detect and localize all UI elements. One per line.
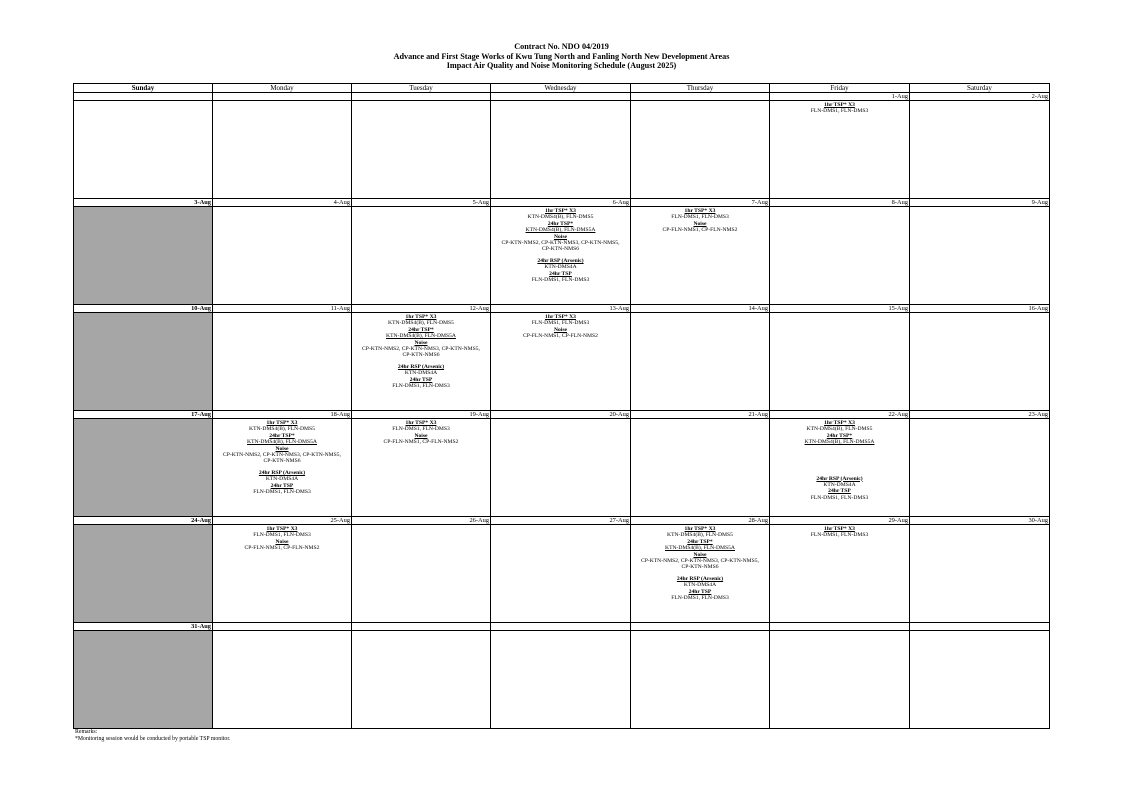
activity-heading: 1hr TSP* X3 bbox=[266, 420, 298, 426]
station-list: CP-KTN-NMS2, CP-KTN-NMS3, CP-KTN-NMS5, bbox=[223, 452, 341, 459]
date-label: 23-Aug bbox=[910, 411, 1050, 419]
day-cell-aug-12 bbox=[352, 313, 491, 411]
activity-heading: 24hr RSP (Arsenic) bbox=[537, 257, 584, 264]
schedule-row bbox=[74, 313, 1050, 411]
date-row bbox=[74, 411, 1050, 419]
date-label bbox=[352, 623, 491, 631]
date-label: 16-Aug bbox=[910, 305, 1050, 313]
date-label: 25-Aug bbox=[213, 517, 352, 525]
day-cell bbox=[631, 419, 770, 517]
activity-heading: Noise bbox=[414, 339, 428, 346]
station-list: FLN-DMS1, FLN-DMS3 bbox=[392, 426, 450, 433]
day-cell bbox=[910, 631, 1050, 729]
date-label bbox=[910, 623, 1050, 631]
station-list: CP-KTN-NMS2, CP-KTN-NMS3, CP-KTN-NMS5, bbox=[641, 558, 759, 565]
station-list: CP-KTN-NMS2, CP-KTN-NMS3, CP-KTN-NMS5, bbox=[501, 240, 620, 247]
station-list: CP-KTN-NMS6 bbox=[681, 564, 719, 571]
day-cell-aug-13 bbox=[491, 313, 631, 411]
date-label: 31-Aug bbox=[74, 623, 213, 631]
day-header-friday: Friday bbox=[770, 84, 910, 93]
activity-heading: 24hr RSP (Arsenic) bbox=[397, 363, 445, 370]
schedule-title: Impact Air Quality and Noise Monitoring Schedule (August 2025) bbox=[446, 61, 677, 71]
station-list: FLN-DMS1, FLN-DMS3 bbox=[531, 320, 590, 327]
monitoring-calendar bbox=[73, 83, 1050, 729]
activity-heading: 1hr TSP* X3 bbox=[824, 526, 855, 532]
date-label: 10-Aug bbox=[74, 305, 213, 313]
day-cell bbox=[631, 313, 770, 411]
activity-heading: Noise bbox=[414, 432, 428, 439]
station-list: FLN-DMS1, FLN-DMS3 bbox=[671, 595, 729, 602]
date-label: 5-Aug bbox=[352, 199, 491, 207]
date-row bbox=[74, 93, 1050, 101]
date-label: 2-Aug bbox=[910, 93, 1050, 101]
day-cell bbox=[910, 207, 1050, 305]
day-cell bbox=[213, 313, 352, 411]
date-label: 30-Aug bbox=[910, 517, 1050, 525]
day-cell bbox=[770, 207, 910, 305]
date-label: 13-Aug bbox=[491, 305, 631, 313]
day-cell-aug-28 bbox=[631, 525, 770, 623]
date-label: 27-Aug bbox=[491, 517, 631, 525]
activity-heading: 24hr TSP bbox=[549, 270, 572, 277]
day-cell bbox=[910, 525, 1050, 623]
station-list: KTN-DMS4A bbox=[265, 476, 299, 483]
activity-heading: 1hr TSP* X3 bbox=[684, 526, 716, 532]
date-label: 9-Aug bbox=[910, 199, 1050, 207]
activity-heading: 1hr TSP* X3 bbox=[684, 208, 716, 214]
day-cell bbox=[631, 631, 770, 729]
day-header-thursday: Thursday bbox=[631, 84, 770, 93]
schedule-row bbox=[74, 101, 1050, 199]
day-cell bbox=[770, 631, 910, 729]
day-cell bbox=[352, 631, 491, 729]
day-header-wednesday: Wednesday bbox=[491, 84, 631, 93]
station-list: CP-FLN-NMS1, CP-FLN-NMS2 bbox=[523, 333, 598, 340]
day-cell bbox=[770, 313, 910, 411]
day-cell bbox=[352, 207, 491, 305]
activity-heading: 24hr TSP bbox=[688, 588, 712, 595]
station-list: KTN-DMS4(B), FLN-DMS5 bbox=[249, 426, 315, 433]
station-list: FLN-DMS1, FLN-DMS3 bbox=[810, 532, 869, 539]
station-list: FLN-DMS1, FLN-DMS3 bbox=[810, 108, 869, 115]
day-cell bbox=[352, 525, 491, 623]
date-label bbox=[491, 93, 631, 101]
activity-heading: 24hr TSP* bbox=[687, 538, 713, 545]
date-label: 28-Aug bbox=[631, 517, 770, 525]
date-row bbox=[74, 305, 1050, 313]
date-label: 24-Aug bbox=[74, 517, 213, 525]
station-list: CP-FLN-NMS1, CP-FLN-NMS2 bbox=[244, 545, 320, 552]
date-label: 4-Aug bbox=[213, 199, 352, 207]
activity-heading: 24hr TSP* bbox=[408, 326, 434, 333]
activity-heading: 24hr RSP (Arsenic) bbox=[676, 575, 724, 582]
day-cell bbox=[213, 207, 352, 305]
activity-heading: 24hr TSP* bbox=[269, 432, 295, 439]
day-header-saturday: Saturday bbox=[910, 84, 1050, 93]
remarks-note: *Monitoring session would be conducted by portable TSP monitor. bbox=[75, 736, 231, 742]
day-cell bbox=[352, 101, 491, 199]
date-label: 3-Aug bbox=[74, 199, 213, 207]
station-list: KTN-DMS4(B), FLN-DMS5A bbox=[804, 439, 875, 446]
date-label: 6-Aug bbox=[491, 199, 631, 207]
date-label bbox=[770, 623, 910, 631]
date-label bbox=[631, 623, 770, 631]
station-list: CP-FLN-NMS1, CP-FLN-NMS2 bbox=[662, 227, 738, 234]
date-label bbox=[352, 93, 491, 101]
sunday-cell bbox=[74, 313, 213, 411]
day-cell bbox=[910, 101, 1050, 199]
sunday-cell bbox=[74, 631, 213, 729]
activity-heading: Noise bbox=[553, 233, 568, 240]
date-label: 12-Aug bbox=[352, 305, 491, 313]
station-list: FLN-DMS1, FLN-DMS3 bbox=[671, 214, 729, 221]
activity-heading: 24hr TSP bbox=[270, 482, 294, 489]
station-list: KTN-DMS4(B), FLN-DMS5 bbox=[388, 320, 454, 327]
sunday-cell bbox=[74, 207, 213, 305]
day-cell bbox=[910, 419, 1050, 517]
activity-heading: 24hr TSP* bbox=[547, 220, 574, 227]
station-list: KTN-DMS4A bbox=[404, 370, 438, 377]
activity-heading: Noise bbox=[275, 538, 289, 545]
day-cell bbox=[491, 525, 631, 623]
date-label: 21-Aug bbox=[631, 411, 770, 419]
day-header-monday: Monday bbox=[213, 84, 352, 93]
station-list: FLN-DMS1, FLN-DMS3 bbox=[531, 277, 590, 284]
activity-heading: 24hr TSP bbox=[409, 376, 433, 383]
activity-heading: 24hr RSP (Arsenic) bbox=[258, 469, 306, 476]
activity-heading: 24hr TSP bbox=[828, 488, 851, 495]
remarks bbox=[75, 729, 230, 743]
sunday-cell bbox=[74, 525, 213, 623]
date-label: 7-Aug bbox=[631, 199, 770, 207]
date-row bbox=[74, 623, 1050, 631]
day-cell bbox=[213, 101, 352, 199]
activity-heading: Noise bbox=[693, 220, 707, 227]
station-list: KTN-DMS4(B), FLN-DMS5A bbox=[386, 333, 456, 340]
activity-heading: Noise bbox=[553, 326, 568, 333]
date-label: 14-Aug bbox=[631, 305, 770, 313]
day-cell-aug-18 bbox=[213, 419, 352, 517]
date-label: 15-Aug bbox=[770, 305, 910, 313]
station-list: FLN-DMS1, FLN-DMS3 bbox=[253, 489, 311, 496]
day-cell bbox=[631, 101, 770, 199]
date-label: 8-Aug bbox=[770, 199, 910, 207]
date-label: 26-Aug bbox=[352, 517, 491, 525]
day-cell-aug-19 bbox=[352, 419, 491, 517]
date-label bbox=[74, 93, 213, 101]
activity-heading: 1hr TSP* X3 bbox=[545, 208, 576, 214]
date-label: 19-Aug bbox=[352, 411, 491, 419]
date-label bbox=[213, 623, 352, 631]
day-header-sunday: Sunday bbox=[74, 84, 213, 93]
station-list: FLN-DMS1, FLN-DMS3 bbox=[253, 532, 311, 539]
schedule-row bbox=[74, 207, 1050, 305]
schedule-row bbox=[74, 631, 1050, 729]
day-header-tuesday: Tuesday bbox=[352, 84, 491, 93]
spacer bbox=[772, 446, 907, 476]
station-list: KTN-DMS4A bbox=[544, 264, 577, 271]
activity-heading: 1hr TSP* X3 bbox=[824, 420, 855, 426]
activity-heading: 1hr TSP* X3 bbox=[824, 102, 855, 108]
day-cell-aug-25 bbox=[213, 525, 352, 623]
schedule-row bbox=[74, 525, 1050, 623]
station-list: KTN-DMS4(B), FLN-DMS5A bbox=[525, 227, 596, 234]
date-label bbox=[491, 623, 631, 631]
day-cell bbox=[491, 101, 631, 199]
day-cell bbox=[74, 101, 213, 199]
activity-heading: Noise bbox=[693, 551, 707, 558]
date-label: 1-Aug bbox=[770, 93, 910, 101]
activity-heading: 24hr TSP* bbox=[826, 432, 853, 439]
schedule-row bbox=[74, 419, 1050, 517]
day-cell-aug-22 bbox=[770, 419, 910, 517]
station-list: KTN-DMS4(B), FLN-DMS5A bbox=[247, 439, 317, 446]
day-cell bbox=[910, 313, 1050, 411]
day-cell-aug-7 bbox=[631, 207, 770, 305]
station-list: FLN-DMS1, FLN-DMS3 bbox=[810, 494, 869, 501]
weekday-header-row bbox=[74, 84, 1050, 93]
date-label: 11-Aug bbox=[213, 305, 352, 313]
station-list: KTN-DMS4(B), FLN-DMS5A bbox=[665, 545, 735, 552]
activity-heading: 1hr TSP* X3 bbox=[266, 526, 298, 532]
date-label: 22-Aug bbox=[770, 411, 910, 419]
day-cell bbox=[213, 631, 352, 729]
project-title: Advance and First Stage Works of Kwu Tung North and Fanling North New Development Areas bbox=[393, 51, 730, 61]
activity-heading: 1hr TSP* X3 bbox=[405, 420, 437, 426]
station-list: CP-FLN-NMS1, CP-FLN-NMS2 bbox=[383, 439, 459, 446]
station-list: KTN-DMS4(B), FLN-DMS5 bbox=[527, 214, 594, 221]
day-cell-aug-1 bbox=[770, 101, 910, 199]
date-label: 29-Aug bbox=[770, 517, 910, 525]
date-label: 18-Aug bbox=[213, 411, 352, 419]
station-list: CP-KTN-NMS6 bbox=[263, 458, 301, 465]
activity-heading: Noise bbox=[275, 445, 289, 452]
station-list: KTN-DMS4A bbox=[823, 482, 856, 489]
date-row bbox=[74, 199, 1050, 207]
date-label: 20-Aug bbox=[491, 411, 631, 419]
station-list: CP-KTN-NMS2, CP-KTN-NMS3, CP-KTN-NMS5, bbox=[362, 346, 480, 353]
contract-number: Contract No. NDO 04/2019 bbox=[514, 42, 609, 51]
sunday-cell bbox=[74, 419, 213, 517]
day-cell-aug-6 bbox=[491, 207, 631, 305]
day-cell bbox=[491, 419, 631, 517]
remarks-title: Remarks: bbox=[75, 729, 98, 735]
date-row bbox=[74, 517, 1050, 525]
day-cell-aug-29 bbox=[770, 525, 910, 623]
activity-heading: 1hr TSP* X3 bbox=[545, 314, 576, 320]
document-header bbox=[0, 42, 1123, 71]
date-label: 17-Aug bbox=[74, 411, 213, 419]
station-list: KTN-DMS4A bbox=[683, 582, 717, 589]
activity-heading: 24hr RSP (Arsenic) bbox=[816, 475, 863, 482]
station-list: KTN-DMS4(B), FLN-DMS5 bbox=[667, 532, 733, 539]
day-cell bbox=[491, 631, 631, 729]
activity-heading: 1hr TSP* X3 bbox=[405, 314, 437, 320]
station-list: KTN-DMS4(B), FLN-DMS5 bbox=[806, 426, 873, 433]
station-list: CP-KTN-NMS6 bbox=[402, 352, 440, 359]
date-label bbox=[213, 93, 352, 101]
station-list: FLN-DMS1, FLN-DMS3 bbox=[392, 383, 450, 390]
date-label bbox=[631, 93, 770, 101]
station-list: CP-KTN-NMS6 bbox=[542, 246, 579, 253]
